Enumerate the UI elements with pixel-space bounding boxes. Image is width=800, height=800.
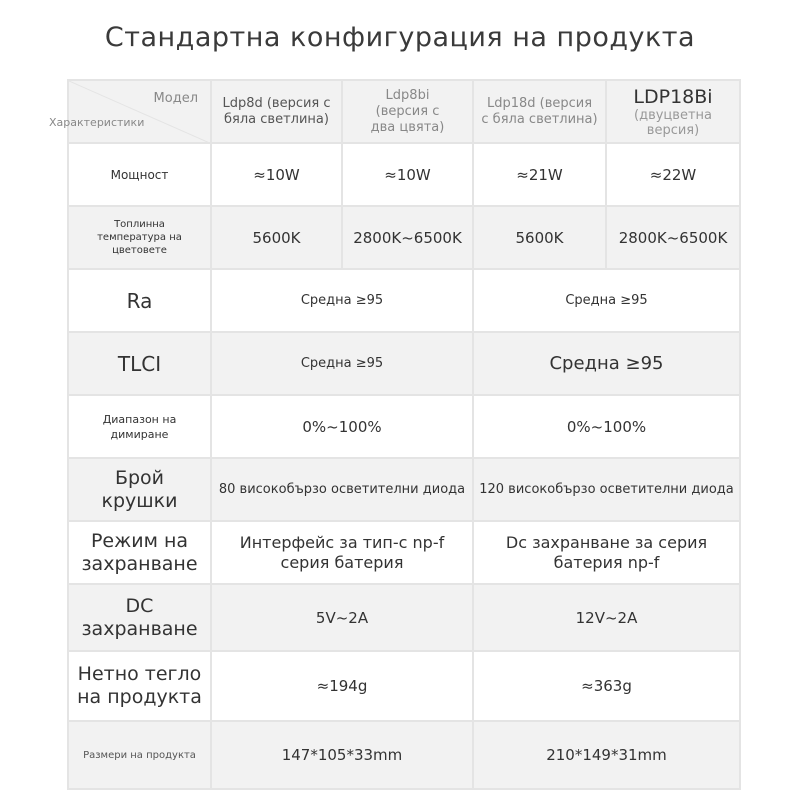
value-cell: 5600K	[211, 206, 342, 269]
row-label: Мощност	[68, 143, 211, 206]
header-row	[68, 80, 740, 143]
value-cell: Средна ≥95	[473, 332, 740, 395]
row-label: TLCI	[68, 332, 211, 395]
value-cell: 80 високобързо осветителни диода	[211, 458, 473, 521]
row-ra	[68, 269, 740, 332]
value-cell: ≈10W	[211, 143, 342, 206]
model-name: Ldp18d (версия с бяла светлина)	[481, 95, 598, 127]
model-subtitle: (двуцветна версия)	[634, 107, 712, 138]
value-cell: 0%~100%	[473, 395, 740, 458]
model-name: LDP18Bi	[633, 85, 713, 108]
value-cell: ≈194g	[211, 651, 473, 721]
row-power-mode	[68, 521, 740, 584]
value-cell: Средна ≥95	[211, 332, 473, 395]
row-label: Диапазон на димиране	[68, 395, 211, 458]
value-cell: 2800K~6500K	[342, 206, 473, 269]
row-label: Брой крушки	[68, 458, 211, 521]
row-label: Режим на захранване	[68, 521, 211, 584]
row-dc-power	[68, 584, 740, 651]
model-header-ldp18bi	[606, 80, 740, 143]
value-cell: ≈363g	[473, 651, 740, 721]
value-cell: Dc захранване за серия батерия np-f	[473, 521, 740, 584]
model-name: Ldp8bi (версия с два цвята)	[370, 87, 445, 135]
value-cell: Интерфейс за тип-с np-f серия батерия	[211, 521, 473, 584]
model-label: Модел	[153, 91, 198, 106]
value-cell: 5V~2A	[211, 584, 473, 651]
row-power	[68, 143, 740, 206]
row-dimming	[68, 395, 740, 458]
corner-header-cell	[49, 80, 211, 143]
value-cell: Средна ≥95	[211, 269, 473, 332]
model-name: Ldp8d (версия с бяла светлина)	[222, 95, 331, 127]
page-title: Стандартна конфигурация на продукта	[104, 22, 696, 53]
row-dimensions	[68, 721, 740, 789]
value-cell: ≈22W	[606, 143, 740, 206]
row-weight	[68, 651, 740, 721]
value-cell: 5600K	[473, 206, 606, 269]
model-header-ldp8d	[211, 80, 342, 143]
value-cell: ≈10W	[342, 143, 473, 206]
row-label: DC захранване	[68, 584, 211, 651]
value-cell: 120 високобързо осветителни диода	[473, 458, 740, 521]
model-header-ldp8bi	[342, 80, 473, 143]
row-label: Нетно тегло на продукта	[68, 651, 211, 721]
value-cell: Средна ≥95	[473, 269, 740, 332]
row-label: Ra	[68, 269, 211, 332]
row-color-temperature	[68, 206, 740, 269]
characteristics-label: Характеристики	[49, 116, 145, 129]
model-header-ldp18d	[473, 80, 606, 143]
row-tlci	[68, 332, 740, 395]
row-label: Размери на продукта	[68, 721, 211, 789]
value-cell: 210*149*31mm	[473, 721, 740, 789]
value-cell: ≈21W	[473, 143, 606, 206]
row-bulbs	[68, 458, 740, 521]
value-cell: 0%~100%	[211, 395, 473, 458]
value-cell: 2800K~6500K	[606, 206, 740, 269]
row-label: Топлинна температура на цветовете	[68, 206, 211, 269]
value-cell: 147*105*33mm	[211, 721, 473, 789]
spec-table	[49, 79, 741, 790]
value-cell: 12V~2A	[473, 584, 740, 651]
